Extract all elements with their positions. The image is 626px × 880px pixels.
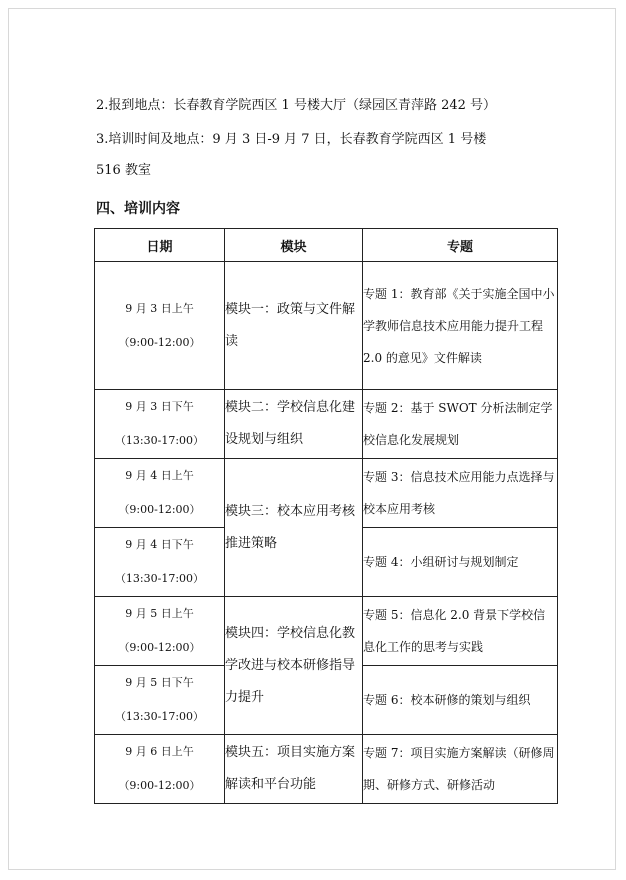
registration-location-line: 2.报到地点：长春教育学院西区 1 号楼大厅（绿园区青萍路 242 号）: [96, 98, 497, 113]
topic-cell: 专题 7：项目实施方案解读（研修周期、研修方式、研修活动: [363, 735, 558, 804]
header-date: 日期: [95, 229, 225, 262]
date-cell: 9 月 5 日下午 （13:30-17:00）: [95, 666, 225, 735]
module-cell: 模块五：项目实施方案解读和平台功能: [225, 735, 363, 804]
module-cell: 模块三：校本应用考核推进策略: [225, 459, 363, 597]
date-cell: 9 月 4 日上午 （9:00-12:00）: [95, 459, 225, 528]
topic-cell: 专题 6：校本研修的策划与组织: [363, 666, 558, 735]
date-cell: 9 月 5 日上午 （9:00-12:00）: [95, 597, 225, 666]
training-time-location-line: 3.培训时间及地点：9 月 3 日-9 月 7 日，长春教育学院西区 1 号楼: [96, 132, 487, 147]
header-topic: 专题: [363, 229, 558, 262]
date-cell: 9 月 6 日上午 （9:00-12:00）: [95, 735, 225, 804]
module-cell: 模块一：政策与文件解读: [225, 262, 363, 390]
date-cell: 9 月 4 日下午 （13:30-17:00）: [95, 528, 225, 597]
header-module: 模块: [225, 229, 363, 262]
table-row: [95, 459, 558, 528]
table-row: [95, 390, 558, 459]
topic-cell: 专题 4：小组研讨与规划制定: [363, 528, 558, 597]
table-row: [95, 262, 558, 390]
module-cell: 模块二：学校信息化建设规划与组织: [225, 390, 363, 459]
topic-cell: 专题 1：教育部《关于实施全国中小学教师信息技术应用能力提升工程 2.0 的意见》文件解读: [363, 262, 558, 390]
topic-cell: 专题 3：信息技术应用能力点选择与校本应用考核: [363, 459, 558, 528]
schedule-table: [94, 228, 558, 804]
date-cell: 9 月 3 日下午 （13:30-17:00）: [95, 390, 225, 459]
date-cell: 9 月 3 日上午 （9:00-12:00）: [95, 262, 225, 390]
table-row: [95, 597, 558, 666]
topic-cell: 专题 5：信息化 2.0 背景下学校信息化工作的思考与实践: [363, 597, 558, 666]
table-header-row: [95, 229, 558, 262]
section-heading: 四、培训内容: [96, 201, 180, 217]
topic-cell: 专题 2：基于 SWOT 分析法制定学校信息化发展规划: [363, 390, 558, 459]
training-classroom-line: 516 教室: [96, 163, 151, 178]
table-row: [95, 735, 558, 804]
module-cell: 模块四：学校信息化教学改进与校本研修指导力提升: [225, 597, 363, 735]
